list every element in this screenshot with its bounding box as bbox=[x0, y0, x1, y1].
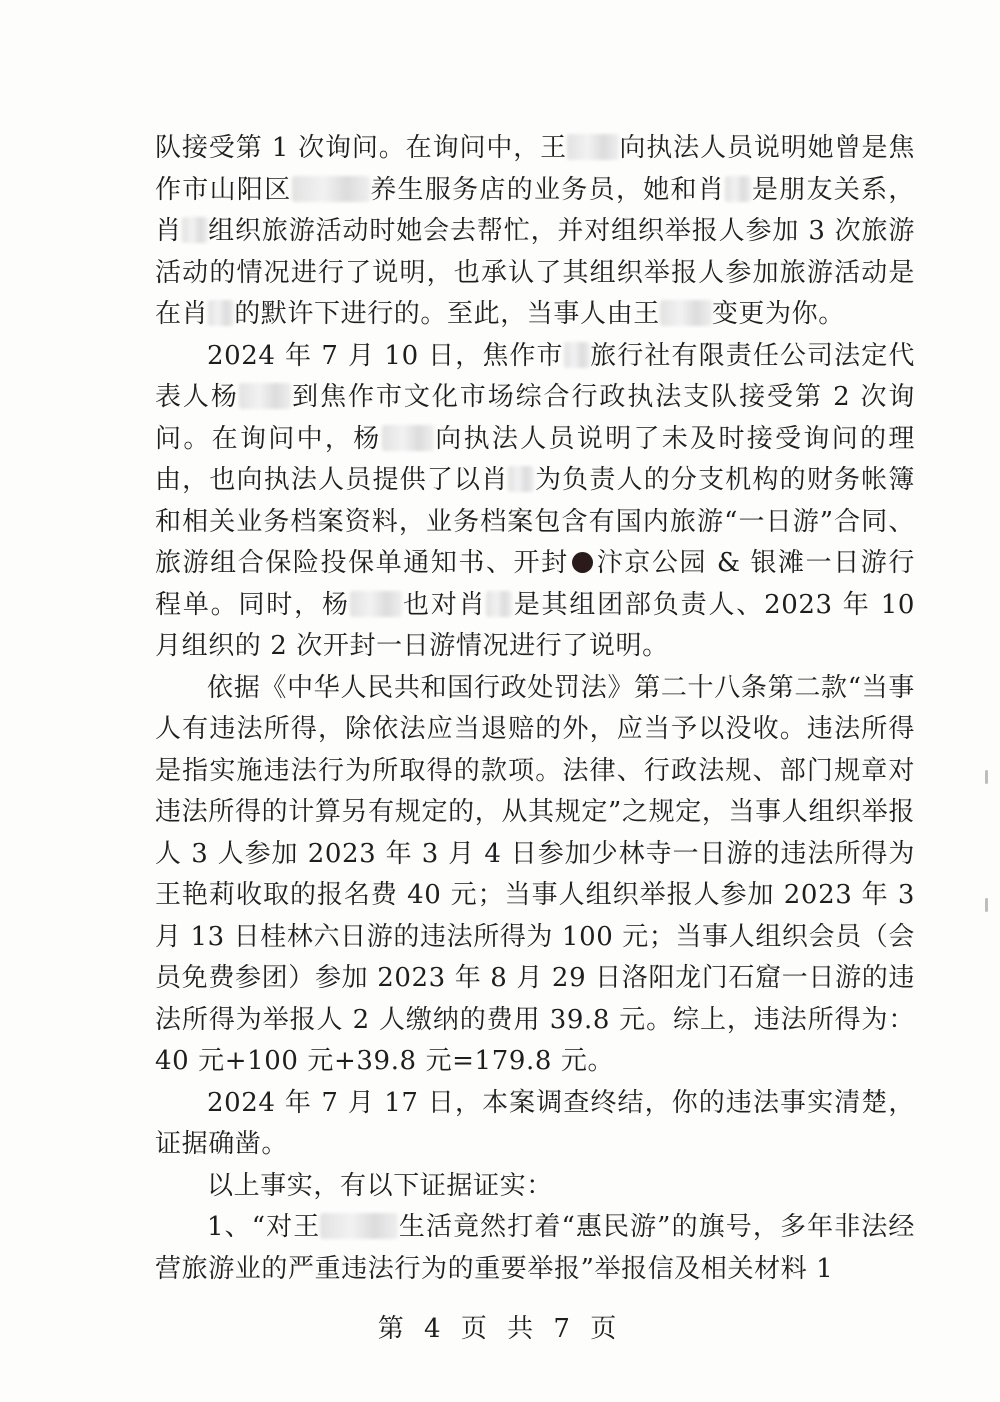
text-run: 队接受第 1 次询问。在询问中，王 bbox=[155, 133, 568, 163]
text-run: 1、“对王 bbox=[207, 1212, 321, 1242]
redaction-mask bbox=[350, 591, 402, 617]
scan-mark bbox=[985, 770, 988, 784]
text-run: 依据《中华人民共和国行政处罚法》第二十八条第二款“当事人有违法所得，除依法应当退赔的外，应当予以没收。违法所得是指实施违法行为所取得的款项。法律、行政法规、部门规章对违法所得的计算另有规定的，从其规定”之规定，当事人组织举报人 3 人参加 2023 年 3 月 4 日参加少林寺一日游的违法所得为王艳莉收取的报名费 40 元；当事人组织举报人参加 2023 年 3 月 13 日桂林六日游的违法所得为 100 元；当事人组织会员（会员免费参团）参加 2023 年 8 月 29 日洛阳龙门石窟一日游的违法所得为举报人 2 人缴纳的费用 39.8 元。综上，违法所得为：40 元+100 元+39.8 元=179.8 元。 bbox=[155, 672, 915, 1076]
scan-mark bbox=[985, 898, 988, 912]
text-run: 向执法人员说明了未及时接受询问的理由，也向执法人员提供了以肖 bbox=[155, 423, 915, 495]
text-run: 2024 年 7 月 17 日，本案调查终结，你的违法事实清楚，证据确凿。 bbox=[155, 1087, 915, 1159]
paragraph-1 bbox=[155, 128, 915, 336]
redaction-mask bbox=[508, 466, 534, 492]
redaction-mask bbox=[486, 591, 512, 617]
text-run: 养生服务店的业务员，她和肖 bbox=[369, 174, 726, 205]
redaction-mask bbox=[660, 300, 712, 326]
black-dot-icon bbox=[572, 552, 593, 573]
text-run: 是朋友关系，肖 bbox=[155, 174, 915, 246]
paragraph-6 bbox=[155, 1207, 915, 1290]
paragraph-4 bbox=[155, 1083, 915, 1166]
text-run: 组织旅游活动时她会去帮忙，并对组织举报人参加 3 次旅游活动的情况进行了说明，也承认了其组织举报人参加旅游活动是在肖 bbox=[155, 216, 915, 329]
text-run: 的默许下进行的。至此，当事人由王 bbox=[234, 299, 660, 329]
redaction-mask bbox=[320, 1213, 398, 1239]
page-footer: 第 4 页 共 7 页 bbox=[377, 1314, 623, 1344]
redaction-mask bbox=[382, 425, 434, 451]
paragraph-5 bbox=[155, 1166, 915, 1208]
redaction-mask bbox=[239, 383, 291, 409]
text-run: 汴京公园 & 银滩一日游行程单。同时，杨 bbox=[155, 548, 915, 620]
redaction-mask bbox=[208, 300, 234, 326]
text-run: 也对肖 bbox=[401, 589, 487, 620]
text-run: 向执法人员说明她曾是焦作市山阳区 bbox=[155, 133, 915, 205]
redaction-mask bbox=[292, 176, 370, 202]
text-run: 2024 年 7 月 10 日，焦作市 bbox=[207, 340, 564, 371]
text-run: 变更为你。 bbox=[711, 299, 845, 329]
redaction-mask bbox=[725, 176, 751, 202]
text-run: 旅行社有限责任公司法定代表人杨 bbox=[155, 340, 915, 412]
text-run: 为负责人的分支机构的财务帐簿和相关业务档案资料，业务档案包含有国内旅游“一日游”合同、旅游组合保险投保单通知书、开封 bbox=[155, 465, 915, 578]
paragraph-2 bbox=[155, 336, 915, 668]
redaction-mask bbox=[567, 134, 619, 160]
redaction-mask bbox=[564, 342, 590, 368]
text-run: 到焦作市文化市场综合行政执法支队接受第 2 次询问。在询问中，杨 bbox=[155, 382, 915, 454]
text-run: 以上事实，有以下证据证实： bbox=[207, 1170, 553, 1201]
text-run: 是其组团部负责人、2023 年 10 月组织的 2 次开封一日游情况进行了说明。 bbox=[155, 589, 915, 661]
paragraph-3 bbox=[155, 668, 915, 1083]
redaction-mask bbox=[182, 217, 208, 243]
document-body bbox=[155, 128, 915, 1290]
text-run: 生活竟然打着“惠民游”的旗号，多年非法经营旅游业的严重违法行为的重要举报”举报信及相关材料 1 bbox=[155, 1212, 915, 1284]
